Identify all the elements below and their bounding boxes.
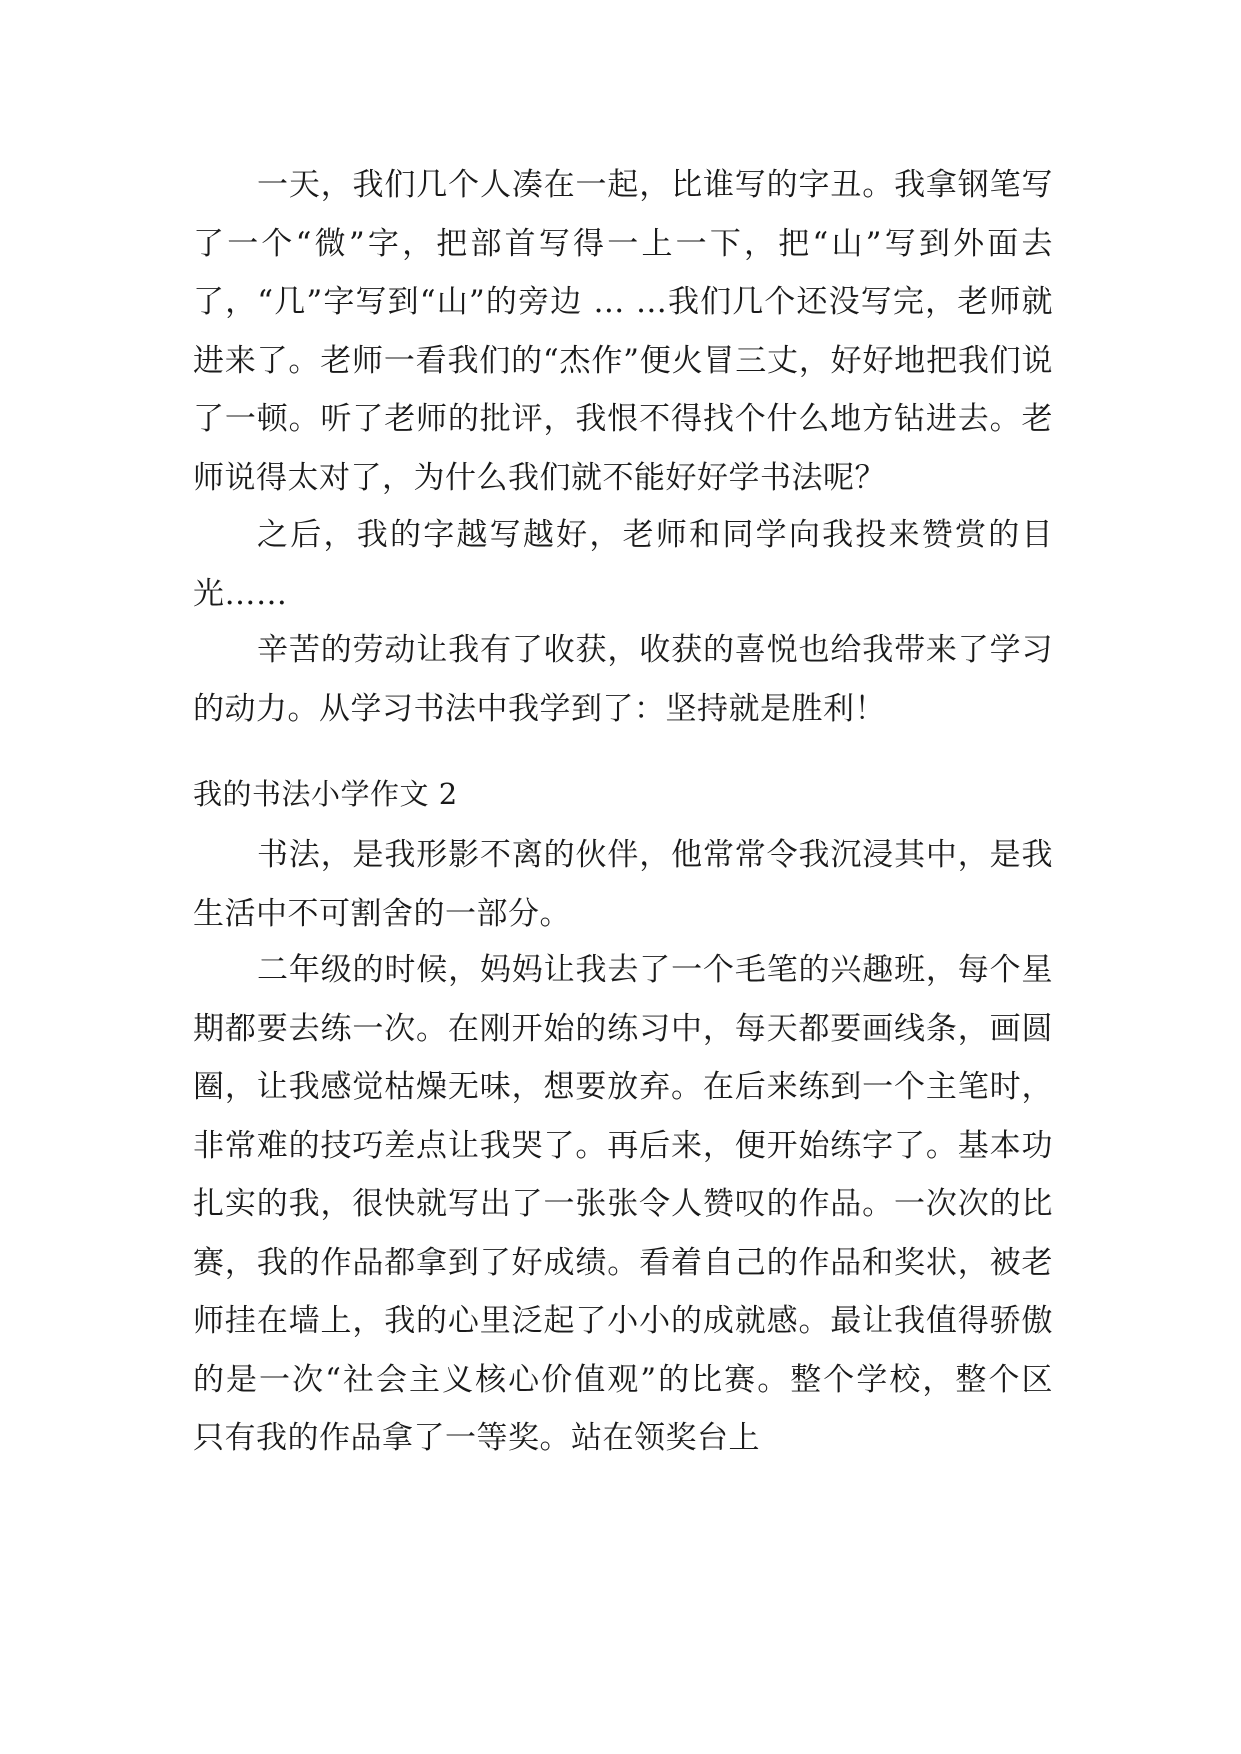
paragraph-second-grade: 二年级的时候，妈妈让我去了一个毛笔的兴趣班，每个星期都要去练一次。在刚开始的练习中，每天都要画线条，画圆圈，让我感觉枯燥无味，想要放弃。在后来练到一个主笔时，非常难的技巧差点让我哭了。再后来，便开始练字了。基本功扎实的我，很快就写出了一张张令人赞叹的作品。一次次的比赛，我的作品都拿到了好成绩。看着自己的作品和奖状，被老师挂在墙上，我的心里泛起了小小的成就感。最让我值得骄傲的是一次“社会主义核心价值观”的比赛。整个学校，整个区 只有我的作品拿了一等奖。站在领奖台上 — [193, 952, 1053, 1456]
paragraph-one-day: 一天，我们几个人凑在一起，比谁写的字丑。我拿钢笔写了一个“微”字，把部首写得一上一下，把“山”写到外面去了，“几”字写到“山”的旁边 … …我们几个还没写完，老师就进来了。老师一看我们的“杰作”便火冒三丈，好好地把我们说了一顿。听了老师的批评，我恨不得找个什么地方钻进去。老师说得太对了，为什么我们就不能好好学书法呢？ — [193, 167, 1053, 496]
section-title: 我的书法小学作文 2 — [193, 777, 458, 811]
paragraph-calligraphy-companion: 书法，是我形影不离的伙伴，他常常令我沉浸其中，是我生活中不可割舍的一部分。 — [193, 837, 1053, 932]
paragraph-harvest: 辛苦的劳动让我有了收获，收获的喜悦也给我带来了学习的动力。从学习书法中我学到了：坚持就是胜利！ — [193, 632, 1053, 727]
document-page — [193, 0, 1053, 1754]
paragraph-afterwards: 之后，我的字越写越好，老师和同学向我投来赞赏的目光…… — [193, 517, 1053, 612]
